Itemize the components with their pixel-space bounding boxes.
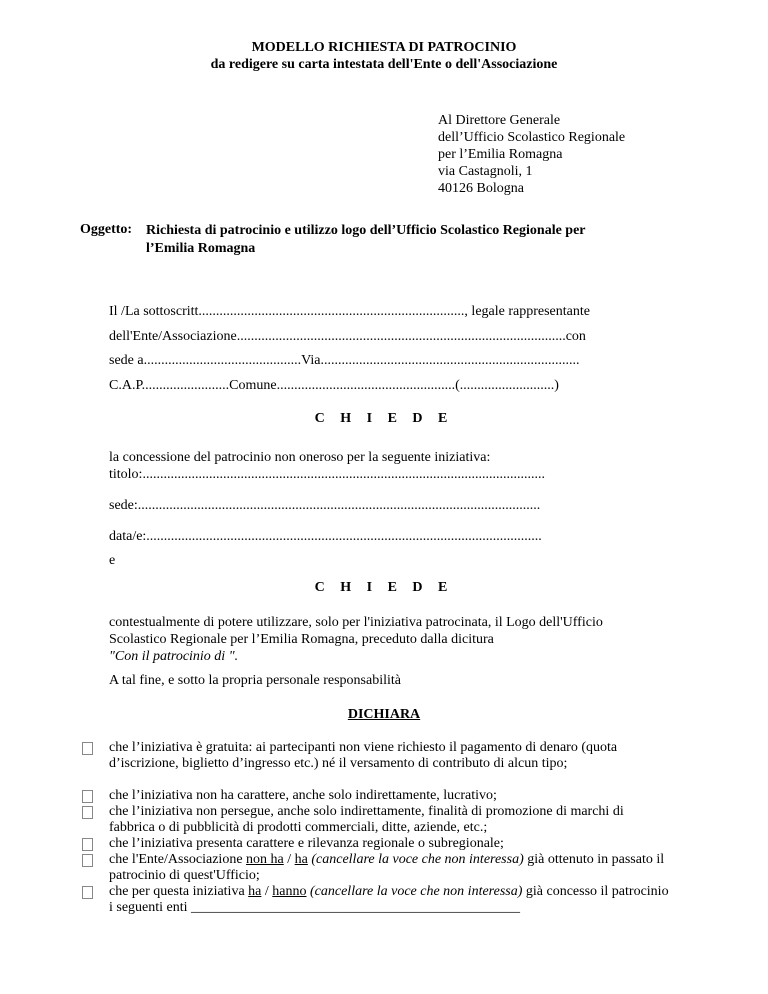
recipient-line: 40126 Bologna [438,181,524,196]
conjunction-e: e [109,553,116,568]
option-hanno: hanno [272,884,307,899]
declaration-item [109,884,669,916]
subject-label: Oggetto: [80,222,133,237]
subject-line: l’Emilia Romagna [146,241,256,256]
request-venue-line: sede:................................................................................................................... [109,498,541,513]
option-ha: ha [294,852,308,867]
declaration-item: che l’iniziativa non persegue, anche solo indirettamente, finalità di promozione di marchi di fabbrica o di pubblicità di prodotti commerciali, ditte, aziende, etc.; [109,804,624,835]
responsibility-line: A tal fine, e sotto la propria personale responsabilità [109,673,401,688]
entities-blank: _______________________________________________ [191,900,521,915]
item-text: che l'Ente/Associazione [109,852,247,867]
declaration-item: che l’iniziativa è gratuita: ai partecipanti non viene richiesto il pagamento di denaro (quota d’iscrizione, biglietto d’ingresso etc.) né il versamento di contributo di alcun tipo; [109,740,618,771]
option-separator: / [261,884,273,899]
request-intro: la concessione del patrocinio non oneroso per la seguente iniziativa: [109,450,491,465]
cancel-note: (cancellare la voce che non interessa) [307,852,524,867]
option-separator: / [283,852,295,867]
form-line-cap: C.A.P.........................Comune...................................................(...........................) [109,378,559,393]
document-title: MODELLO RICHIESTA DI PATROCINIO [251,40,517,55]
subject-text [146,222,586,258]
recipient-line: via Castagnoli, 1 [438,164,533,179]
declaration-item: che l’iniziativa presenta carattere e rilevanza regionale o subregionale; [109,836,504,851]
checkbox[interactable] [82,806,93,819]
checkbox[interactable] [82,854,93,867]
logo-request-line: Scolastico Regionale per l’Emilia Romagna, preceduto dalla dicitura [109,632,494,647]
subject-line: Richiesta di patrocinio e utilizzo logo dell’Ufficio Scolastico Regionale per [146,223,586,238]
form-line-address: sede a.............................................Via.......................................................................... [109,353,580,368]
recipient-line: Al Direttore Generale [438,113,561,128]
chiede-heading: C H I E D E [314,580,454,595]
item-text: che per questa iniziativa [109,884,249,899]
recipient-line: per l’Emilia Romagna [438,147,563,162]
form-line-entity: dell'Ente/Associazione..............................................................................................con [109,329,586,344]
form-line-name: Il /La sottoscritt............................................................................, legale rappresentante [109,304,590,319]
option-ha: ha [248,884,262,899]
declaration-item: che l’iniziativa non ha carattere, anche solo indirettamente, lucrativo; [109,788,497,803]
request-date-line: data/e:................................................................................................................. [109,529,542,544]
chiede-heading: C H I E D E [314,411,454,426]
document-subtitle: da redigere su carta intestata dell'Ente o dell'Associazione [210,57,558,72]
declaration-item [109,852,669,884]
option-non-ha: non ha [246,852,284,867]
request-title-line: titolo:................................................................................................................... [109,467,545,482]
logo-request-wording: "Con il patrocinio di ". [109,649,239,664]
checkbox[interactable] [82,790,93,803]
item-text: già concesso il patrocinio i seguenti enti [109,884,669,915]
recipient-line: dell’Ufficio Scolastico Regionale [438,130,626,145]
item-text: già ottenuto in passato il patrocinio di quest'Ufficio; [109,852,665,883]
cancel-note: (cancellare la voce che non interessa) [306,884,523,899]
checkbox[interactable] [82,838,93,851]
logo-request-line: contestualmente di potere utilizzare, solo per l'iniziativa patrocinata, il Logo dell'Ufficio [109,615,603,630]
checkbox[interactable] [82,886,93,899]
checkbox[interactable] [82,742,93,755]
dichiara-heading: DICHIARA [347,707,421,722]
